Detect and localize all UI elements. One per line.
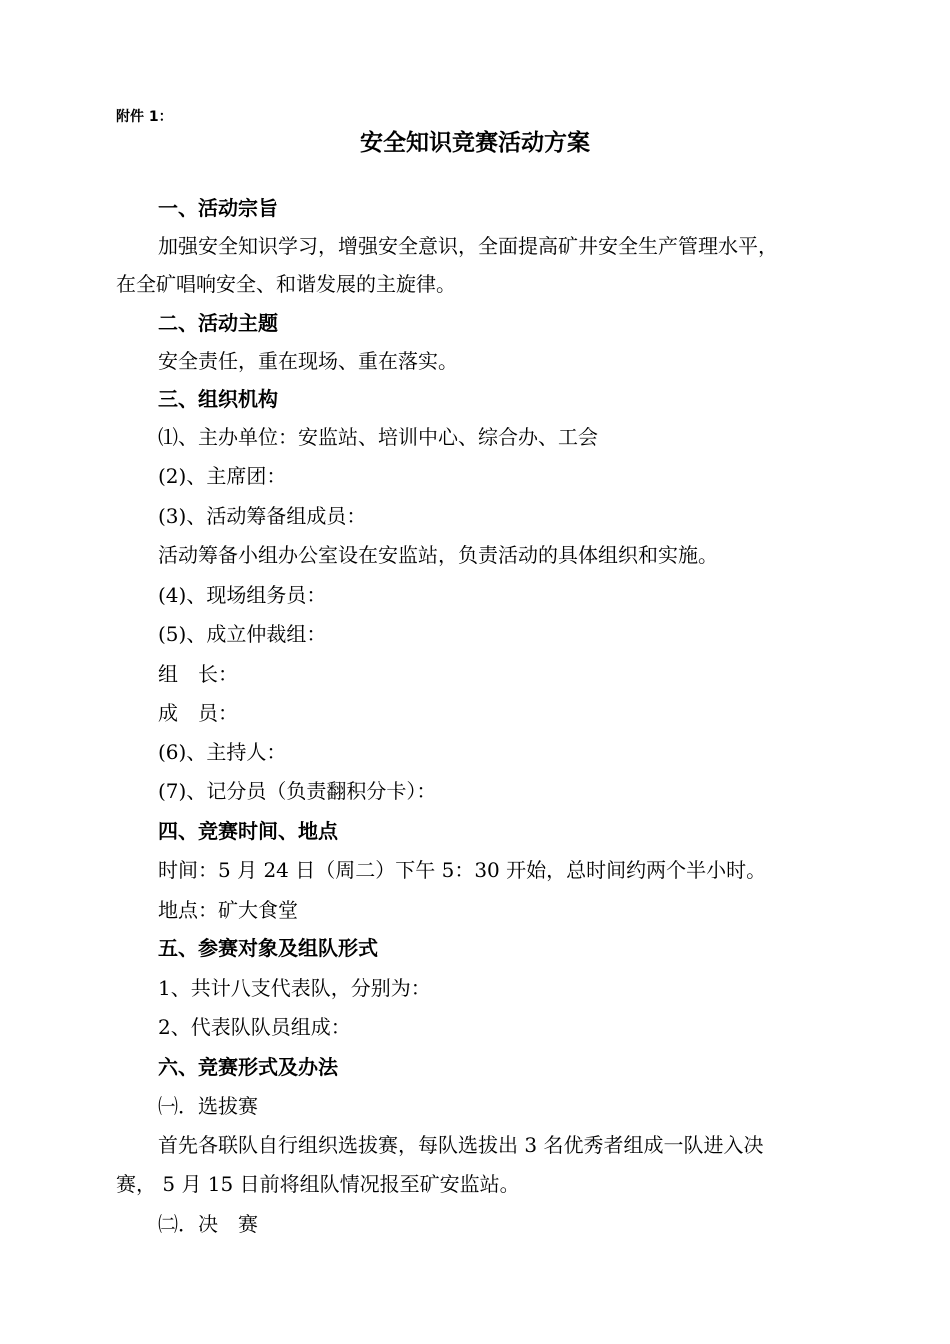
- list-item: (2)、主席团：: [158, 464, 287, 488]
- paragraph-line: 在全矿唱响安全、和谐发展的主旋律。: [116, 272, 456, 296]
- list-item: 2、代表队队员组成：: [158, 1015, 351, 1039]
- list-item: (3)、活动筹备组成员：: [158, 504, 367, 528]
- list-item: (4)、现场组务员：: [158, 583, 327, 607]
- attachment-label: 附件 1：: [116, 109, 173, 125]
- section-heading-6: 六、竞赛形式及办法: [158, 1055, 338, 1079]
- section-heading-3: 三、组织机构: [158, 387, 278, 411]
- paragraph-line: 时间：5 月 24 日（周二）下午 5：30 开始，总时间约两个半小时。: [158, 858, 767, 882]
- section-heading-4: 四、竞赛时间、地点: [158, 819, 338, 843]
- document-title: 安全知识竞赛活动方案: [360, 130, 590, 156]
- list-item: (6)、主持人：: [158, 740, 287, 764]
- paragraph-line: 地点：矿大食堂: [158, 898, 298, 922]
- section-heading-5: 五、参赛对象及组队形式: [158, 936, 378, 960]
- paragraph-line: 首先各联队自行组织选拔赛，每队选拔出 3 名优秀者组成一队进入决: [158, 1133, 764, 1157]
- paragraph-line: 活动筹备小组办公室设在安监站，负责活动的具体组织和实施。: [158, 543, 718, 567]
- section-heading-1: 一、活动宗旨: [158, 196, 278, 220]
- list-item: ⑴、主办单位：安监站、培训中心、综合办、工会: [158, 425, 598, 449]
- subsection-heading: ㈡．决 赛: [158, 1212, 258, 1236]
- list-item: 1、共计八支代表队，分别为：: [158, 976, 431, 1000]
- list-item: (7)、记分员（负责翻积分卡）：: [158, 779, 437, 803]
- paragraph-line: 安全责任，重在现场、重在落实。: [158, 349, 458, 373]
- section-heading-2: 二、活动主题: [158, 311, 278, 335]
- paragraph-line: 加强安全知识学习，增强安全意识，全面提高矿井安全生产管理水平，: [158, 234, 778, 258]
- subsection-heading: ㈠．选拔赛: [158, 1094, 258, 1118]
- paragraph-line: 赛， 5 月 15 日前将组队情况报至矿安监站。: [116, 1172, 520, 1196]
- list-item: 成 员：: [158, 701, 238, 725]
- list-item: 组 长：: [158, 662, 238, 686]
- list-item: (5)、成立仲裁组：: [158, 622, 327, 646]
